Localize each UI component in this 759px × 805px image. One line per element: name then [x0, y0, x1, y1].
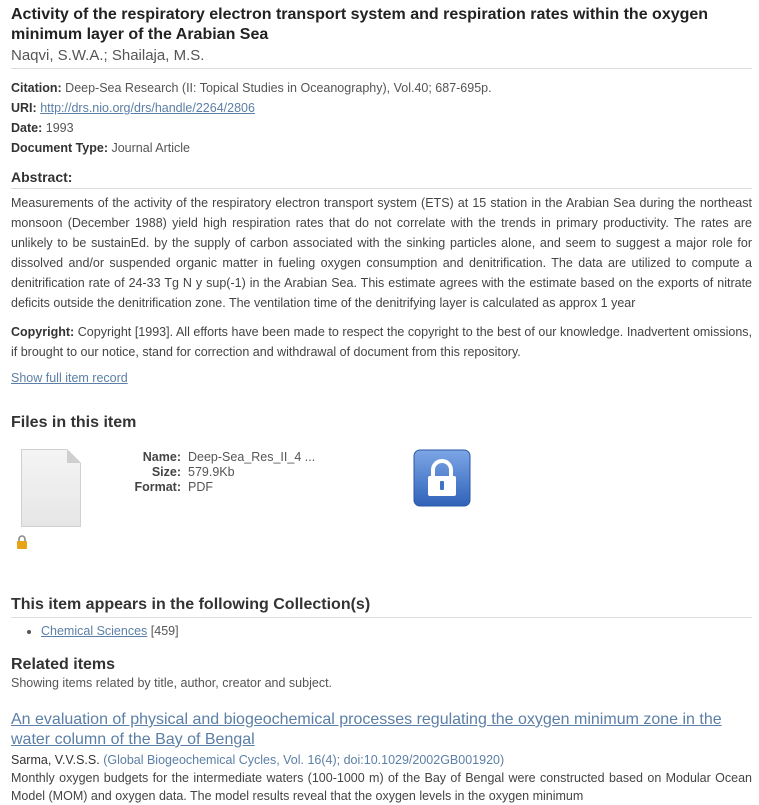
item-view [11, 5, 752, 805]
file-entry [11, 445, 752, 595]
item-authors: Naqvi, S.W.A.; Shailaja, M.S. [11, 47, 205, 64]
divider [11, 188, 752, 189]
item-metadata [11, 78, 752, 158]
copyright-block [11, 322, 752, 362]
restricted-access-lock-icon[interactable] [413, 449, 471, 507]
files-heading: Files in this item [11, 414, 137, 431]
uri-row [11, 98, 752, 118]
file-size: 579.9Kb [188, 465, 235, 479]
doctype-label: Document Type: [11, 141, 108, 155]
date-value: 1993 [45, 121, 74, 135]
file-format: PDF [188, 480, 213, 494]
file-format-label: Format: [134, 480, 181, 494]
abstract-heading: Abstract: [11, 169, 73, 185]
citation-value: Deep-Sea Research (II: Topical Studies in Oceanography), Vol.40; 687-695p. [65, 81, 492, 95]
related-item-abstract: Monthly oxygen budgets for the intermediate waters (100-1000 m) of the Bay of Bengal were constructed based on Modular Ocean Model (MOM) and oxygen data. The model results reveal that the oxygen levels in the oxygen minimum [11, 771, 752, 803]
related-heading: Related items [11, 656, 116, 673]
related-item-title-link[interactable]: An evaluation of physical and biogeochemical processes regulating the oxygen minimum zone in the water column of the Bay of Bengal [11, 711, 722, 748]
copyright-text: Copyright [1993]. All efforts have been made to respect the copyright to the best of our knowledge. Inadvertent omissions, if brought to our notice, stand for correction and withdrawal of document from this repository. [11, 325, 752, 359]
uri-link[interactable]: http://drs.nio.org/drs/handle/2264/2806 [40, 101, 255, 115]
related-subheading: Showing items related by title, author, creator and subject. [11, 676, 333, 690]
collections-heading: This item appears in the following Collection(s) [11, 596, 371, 613]
copyright-label: Copyright: [11, 325, 75, 339]
doctype-row [11, 138, 752, 158]
list-item [41, 621, 752, 641]
divider [11, 617, 752, 618]
date-label: Date: [11, 121, 43, 135]
related-item-source: (Global Biogeochemical Cycles, Vol. 16(4); doi:10.1029/2002GB001920) [103, 753, 505, 767]
collection-link[interactable]: Chemical Sciences [41, 624, 148, 638]
date-row [11, 118, 752, 138]
file-size-label: Size: [151, 465, 181, 479]
file-name: Deep-Sea_Res_II_4 ... [188, 450, 316, 464]
file-info [121, 450, 315, 495]
collections-list [11, 621, 752, 641]
uri-label: URI: [11, 101, 37, 115]
doctype-value: Journal Article [111, 141, 190, 155]
citation-label: Citation: [11, 81, 62, 95]
related-item-meta [11, 751, 752, 769]
item-title: Activity of the respiratory electron transport system and respiration rates within the oxygen minimum layer of the Arabian Sea [11, 6, 709, 43]
collection-count: [459] [150, 624, 179, 638]
abstract-text: Measurements of the activity of the respiratory electron transport system (ETS) at 15 station in the Arabian Sea during the northeast monsoon (December 1988) yield high respiration rates that do not correlate with the trends in primary productivity. The rates are unlikely to be sustainEd. by the supply of carbon associated with the sinking particles alone, and seem to suggest a major role for dissolved and/or suspended organic matter in fueling oxygen consumption and denitrification. The data are utilized to compute a denitrification rate of 24-33 Tg N y sup(-1) in the Arabian Sea. This estimate agrees with the estimate based on the exports of nitrate deficits outside the denitrification zone. The ventilation time of the denitrifying layer is calculated as approx 1 year [11, 196, 752, 310]
file-name-label: Name: [142, 450, 181, 464]
related-item-author: Sarma, V.V.S.S. [11, 753, 100, 767]
citation-row [11, 78, 752, 98]
show-full-record-link[interactable]: Show full item record [11, 371, 128, 385]
divider [11, 68, 752, 69]
document-thumbnail[interactable] [21, 449, 81, 527]
lock-icon [15, 535, 29, 549]
